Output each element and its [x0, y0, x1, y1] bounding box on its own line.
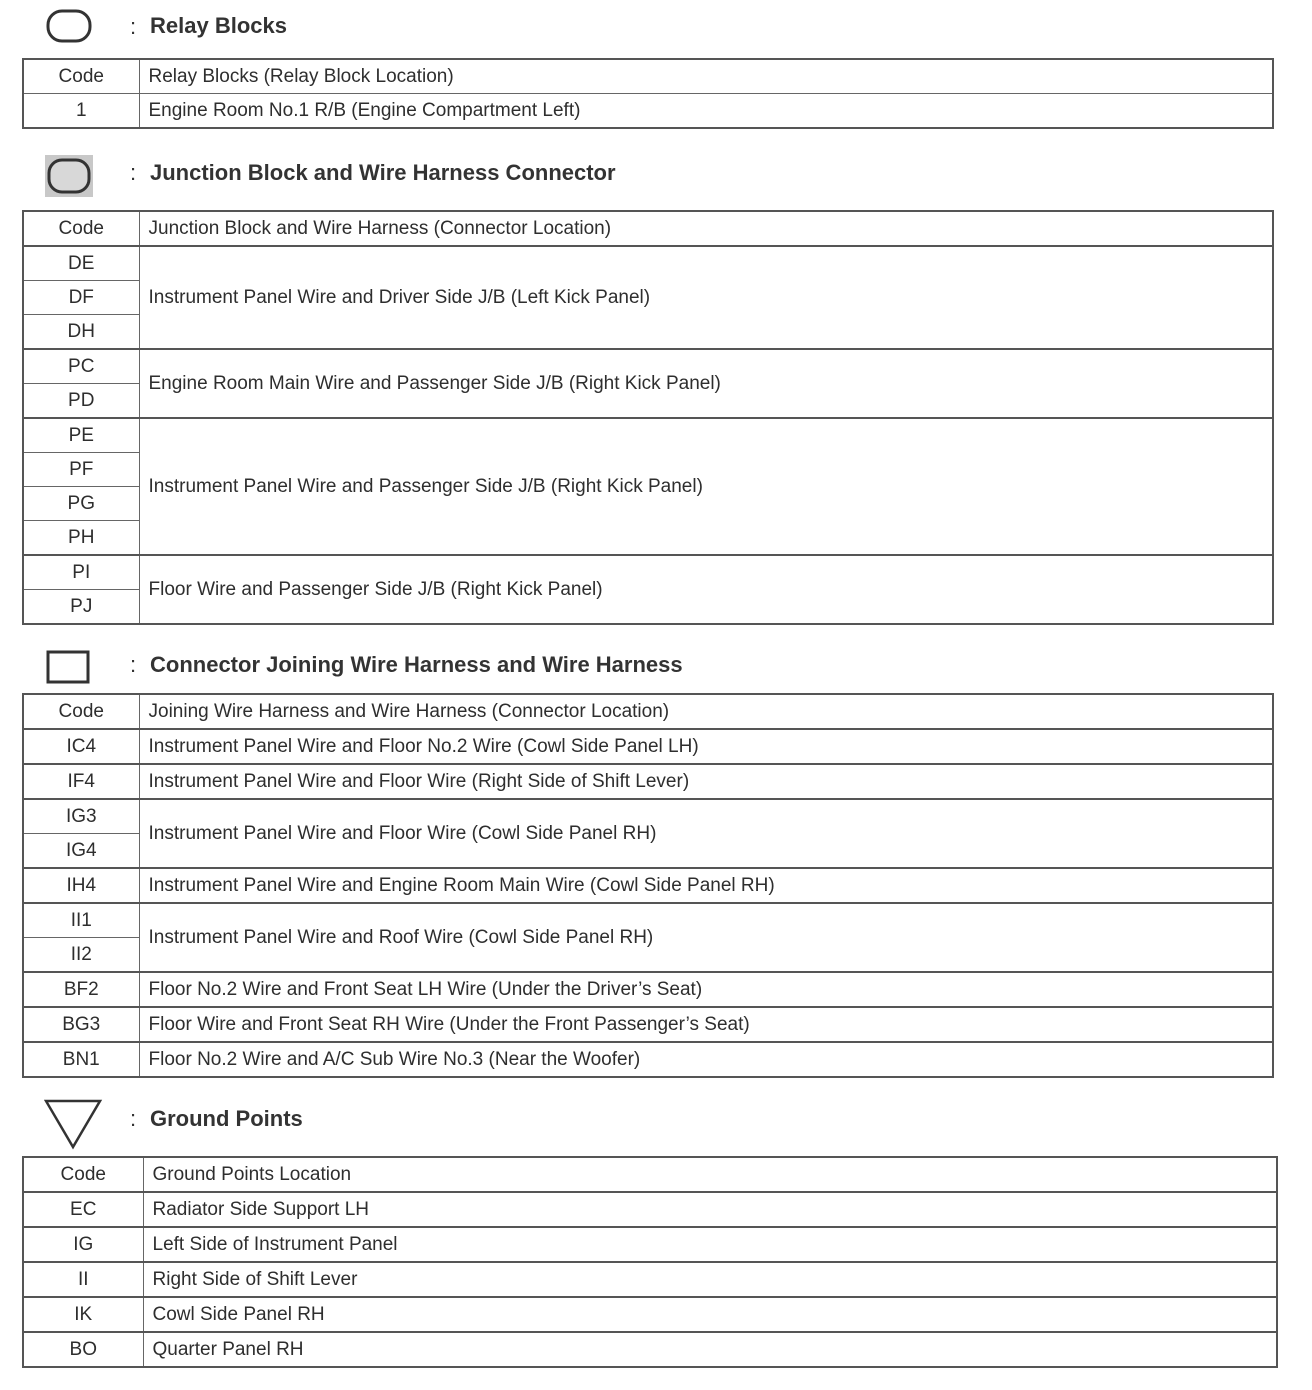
header-code: Code — [23, 1157, 143, 1192]
header-location: Joining Wire Harness and Wire Harness (Connector Location) — [139, 694, 1273, 729]
location-cell: Floor Wire and Front Seat RH Wire (Under the Front Passenger’s Seat) — [139, 1007, 1273, 1042]
code-cell: II2 — [23, 938, 139, 973]
code-cell: DE — [23, 246, 139, 281]
header-location: Junction Block and Wire Harness (Connector Location) — [139, 211, 1273, 246]
table-row — [23, 1192, 1277, 1227]
table-row — [23, 1262, 1277, 1297]
location-cell: Right Side of Shift Lever — [143, 1262, 1277, 1297]
header-code: Code — [23, 211, 139, 246]
ground-points-table — [22, 1156, 1278, 1368]
table-row — [23, 799, 1273, 834]
heading-colon: : — [130, 1106, 137, 1131]
code-cell: PE — [23, 418, 139, 453]
code-cell: IF4 — [23, 764, 139, 799]
header-location: Ground Points Location — [143, 1157, 1277, 1192]
code-cell: PI — [23, 555, 139, 590]
table-header-row — [23, 1157, 1277, 1192]
location-cell: Quarter Panel RH — [143, 1332, 1277, 1367]
table-row — [23, 868, 1273, 903]
code-cell: IG3 — [23, 799, 139, 834]
table-row — [23, 972, 1273, 1007]
code-cell: BF2 — [23, 972, 139, 1007]
header-code: Code — [23, 59, 139, 94]
heading-colon: : — [130, 14, 137, 39]
code-cell: IH4 — [23, 868, 139, 903]
code-cell: BO — [23, 1332, 143, 1367]
code-cell: PG — [23, 487, 139, 521]
table-row — [23, 729, 1273, 764]
location-cell: Instrument Panel Wire and Floor Wire (Right Side of Shift Lever) — [139, 764, 1273, 799]
table-row — [23, 349, 1273, 384]
table-row — [23, 94, 1273, 129]
section-title: Ground Points — [150, 1106, 303, 1131]
location-cell: Floor No.2 Wire and A/C Sub Wire No.3 (Near the Woofer) — [139, 1042, 1273, 1077]
code-cell: PH — [23, 521, 139, 556]
code-cell: BN1 — [23, 1042, 139, 1077]
code-cell: DF — [23, 281, 139, 315]
table-row — [23, 555, 1273, 590]
location-cell: Floor No.2 Wire and Front Seat LH Wire (Under the Driver’s Seat) — [139, 972, 1273, 1007]
heading-colon: : — [130, 160, 137, 185]
location-cell: Instrument Panel Wire and Driver Side J/B (Left Kick Panel) — [139, 246, 1273, 349]
table-row — [23, 1332, 1277, 1367]
table-header-row — [23, 694, 1273, 729]
rounded-rectangle-icon — [44, 6, 94, 46]
location-cell: Instrument Panel Wire and Passenger Side J/B (Right Kick Panel) — [139, 418, 1273, 555]
inverted-triangle-icon — [44, 1098, 104, 1150]
section-title: Connector Joining Wire Harness and Wire Harness — [150, 652, 683, 677]
shaded-rounded-rectangle-icon — [44, 154, 94, 198]
table-row — [23, 246, 1273, 281]
rectangle-icon — [44, 646, 94, 686]
code-cell: PD — [23, 384, 139, 419]
location-cell: Cowl Side Panel RH — [143, 1297, 1277, 1332]
header-code: Code — [23, 694, 139, 729]
header-location: Relay Blocks (Relay Block Location) — [139, 59, 1273, 94]
section-title: Junction Block and Wire Harness Connector — [150, 160, 616, 185]
location-cell: Left Side of Instrument Panel — [143, 1227, 1277, 1262]
table-row — [23, 1227, 1277, 1262]
table-row — [23, 1007, 1273, 1042]
code-cell: IC4 — [23, 729, 139, 764]
table-row — [23, 764, 1273, 799]
table-row — [23, 1297, 1277, 1332]
table-row — [23, 418, 1273, 453]
code-cell: PC — [23, 349, 139, 384]
location-cell: Instrument Panel Wire and Floor No.2 Wire (Cowl Side Panel LH) — [139, 729, 1273, 764]
location-cell: Instrument Panel Wire and Roof Wire (Cowl Side Panel RH) — [139, 903, 1273, 972]
code-cell: IG — [23, 1227, 143, 1262]
table-header-row — [23, 211, 1273, 246]
location-cell: Engine Room No.1 R/B (Engine Compartment Left) — [139, 94, 1273, 129]
location-cell: Radiator Side Support LH — [143, 1192, 1277, 1227]
code-cell: PJ — [23, 590, 139, 625]
relay-blocks-table — [22, 58, 1274, 129]
location-cell: Instrument Panel Wire and Floor Wire (Cowl Side Panel RH) — [139, 799, 1273, 868]
heading-colon: : — [130, 652, 137, 677]
code-cell: BG3 — [23, 1007, 139, 1042]
code-cell: DH — [23, 315, 139, 350]
location-cell: Floor Wire and Passenger Side J/B (Right Kick Panel) — [139, 555, 1273, 624]
table-header-row — [23, 59, 1273, 94]
table-row — [23, 903, 1273, 938]
section-title: Relay Blocks — [150, 13, 287, 38]
table-row — [23, 1042, 1273, 1077]
code-cell: 1 — [23, 94, 139, 129]
code-cell: II1 — [23, 903, 139, 938]
code-cell: IG4 — [23, 834, 139, 869]
code-cell: II — [23, 1262, 143, 1297]
location-cell: Instrument Panel Wire and Engine Room Main Wire (Cowl Side Panel RH) — [139, 868, 1273, 903]
connector-joining-table — [22, 693, 1274, 1078]
code-cell: PF — [23, 453, 139, 487]
location-cell: Engine Room Main Wire and Passenger Side J/B (Right Kick Panel) — [139, 349, 1273, 418]
junction-block-table — [22, 210, 1274, 625]
code-cell: IK — [23, 1297, 143, 1332]
code-cell: EC — [23, 1192, 143, 1227]
